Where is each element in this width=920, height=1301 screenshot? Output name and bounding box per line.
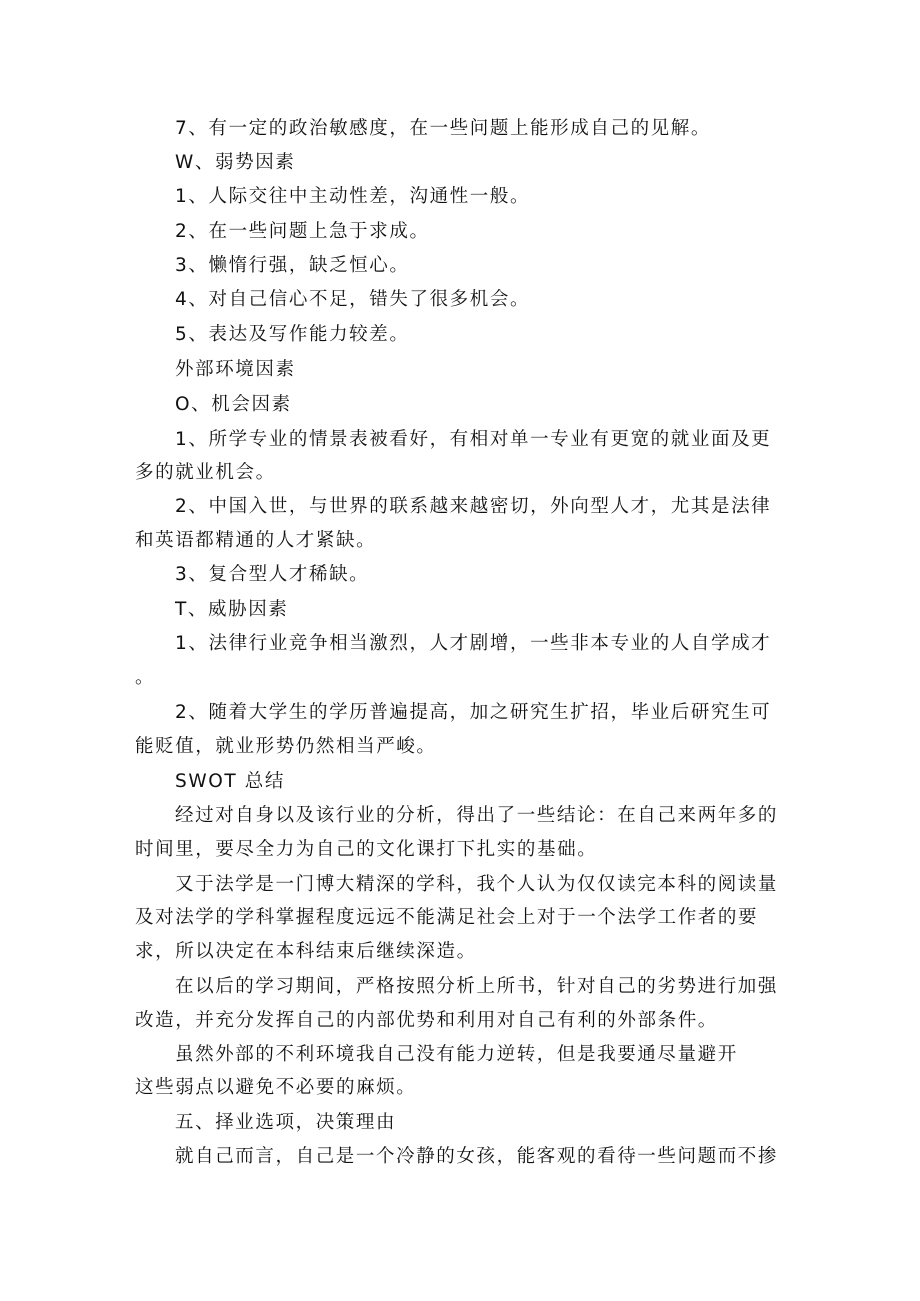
text-line: 经过对自身以及该行业的分析，得出了一些结论：在自己来两年多的 [175, 805, 779, 826]
text-line: 这些弱点以避免不必要的麻烦。 [135, 1077, 417, 1098]
text-line: 在以后的学习期间，严格按照分析上所书，针对自己的劣势进行加强 [175, 976, 779, 997]
section-heading: 五、择业选项，决策理由 [175, 1112, 397, 1133]
text-line: 4、对自己信心不足，错失了很多机会。 [175, 289, 531, 310]
text-line: 3、懒惰行强，缺乏恒心。 [175, 255, 410, 276]
text-line: 就自己而言，自己是一个冷静的女孩，能客观的看待一些问题而不掺 [175, 1146, 779, 1167]
text-line: 时间里，要尽全力为自己的文化课打下扎实的基础。 [135, 839, 598, 860]
text-line: 1、人际交往中主动性差，沟通性一般。 [175, 186, 531, 207]
text-line: 能贬值，就业形势仍然相当严峻。 [135, 736, 437, 757]
text-line: 求，所以决定在本科结束后继续深造。 [135, 941, 477, 962]
text-line: 和英语都精通的人才紧缺。 [135, 530, 377, 551]
text-line: 1、所学专业的情景表被看好，有相对单一专业有更宽的就业面及更 [175, 429, 772, 450]
section-heading: T、威胁因素 [175, 599, 289, 620]
text-line: 2、中国入世，与世界的联系越来越密切，外向型人才，尤其是法律 [175, 496, 772, 517]
text-line: 2、随着大学生的学历普遍提高，加之研究生扩招，毕业后研究生可 [175, 702, 772, 723]
text-line: 5、表达及写作能力较差。 [175, 324, 410, 345]
text-line: 多的就业机会。 [135, 462, 276, 483]
section-heading: SWOT 总结 [175, 771, 285, 792]
section-heading: 外部环境因素 [175, 359, 296, 380]
text-line: 7、有一定的政治敏感度，在一些问题上能形成自己的见解。 [175, 118, 711, 139]
text-line: 2、在一些问题上急于求成。 [175, 221, 430, 242]
section-heading: O、机会因素 [175, 394, 292, 415]
text-line: 及对法学的学科掌握程度远远不能满足社会上对于一个法学工作者的要 [135, 907, 759, 928]
section-heading: W、弱势因素 [175, 152, 296, 173]
text-line: 。 [135, 667, 156, 688]
text-line: 改造，并充分发挥自己的内部优势和利用对自己有利的外部条件。 [135, 1010, 718, 1031]
text-line: 又于法学是一门博大精深的学科，我个人认为仅仅读完本科的阅读量 [175, 874, 779, 895]
text-line: 1、法律行业竞争相当激烈，人才剧增，一些非本专业的人自学成才 [175, 633, 772, 654]
text-line: 3、复合型人才稀缺。 [175, 564, 370, 585]
text-line: 虽然外部的不利环境我自己没有能力逆转，但是我要通尽量避开 [175, 1044, 738, 1065]
